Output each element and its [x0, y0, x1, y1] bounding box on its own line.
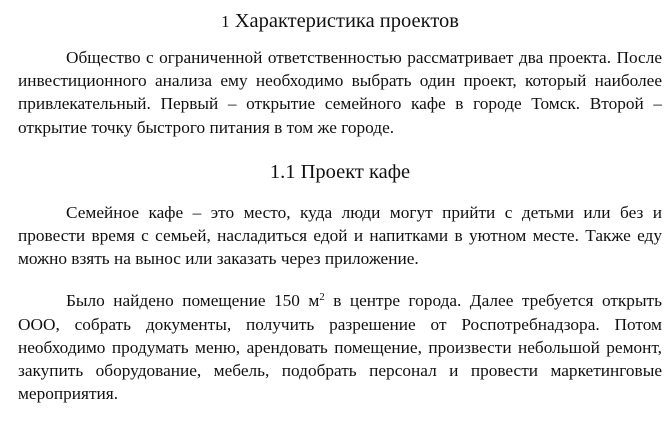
paragraph-cafe-plan	[18, 270, 662, 405]
section-number: 1	[221, 12, 230, 31]
subsection-heading: 1.1 Проект кафе	[269, 160, 411, 183]
paragraph-cafe-description: Семейное кафе – это место, куда люди могут прийти с детьми или без и провести время с семьей, насладиться едой и напитками в уютном месте. Также еду можно взять на вынос или заказать через приложение.	[18, 202, 662, 269]
paragraph-intro: Общество с ограниченной ответственностью рассматривает два проекта. После инвестиционного анализа ему необходимо выбрать один проект, который наиболее привлекательный. Первый – открытие семейного кафе в городе Томск. Второй – открытие точку быстрого питания в том же городе.	[18, 48, 662, 137]
section-title: Характеристика проектов	[234, 10, 459, 32]
area-exponent: 2	[319, 291, 325, 304]
paragraph-text-start: Было найдено помещение 150 м	[66, 291, 320, 311]
paragraph-text-end: в центре города. Далее требуется открыть ООО, собрать документы, получить разрешение от Роспотребнадзора. Потом необходимо продумать меню, арендовать помещение, произвести небольшой ремонт, закупить оборудование, мебель, подобрать персонал и провести маркетинговые мероприятия.	[18, 291, 662, 404]
section-heading	[18, 0, 662, 34]
document-page	[18, 0, 662, 405]
